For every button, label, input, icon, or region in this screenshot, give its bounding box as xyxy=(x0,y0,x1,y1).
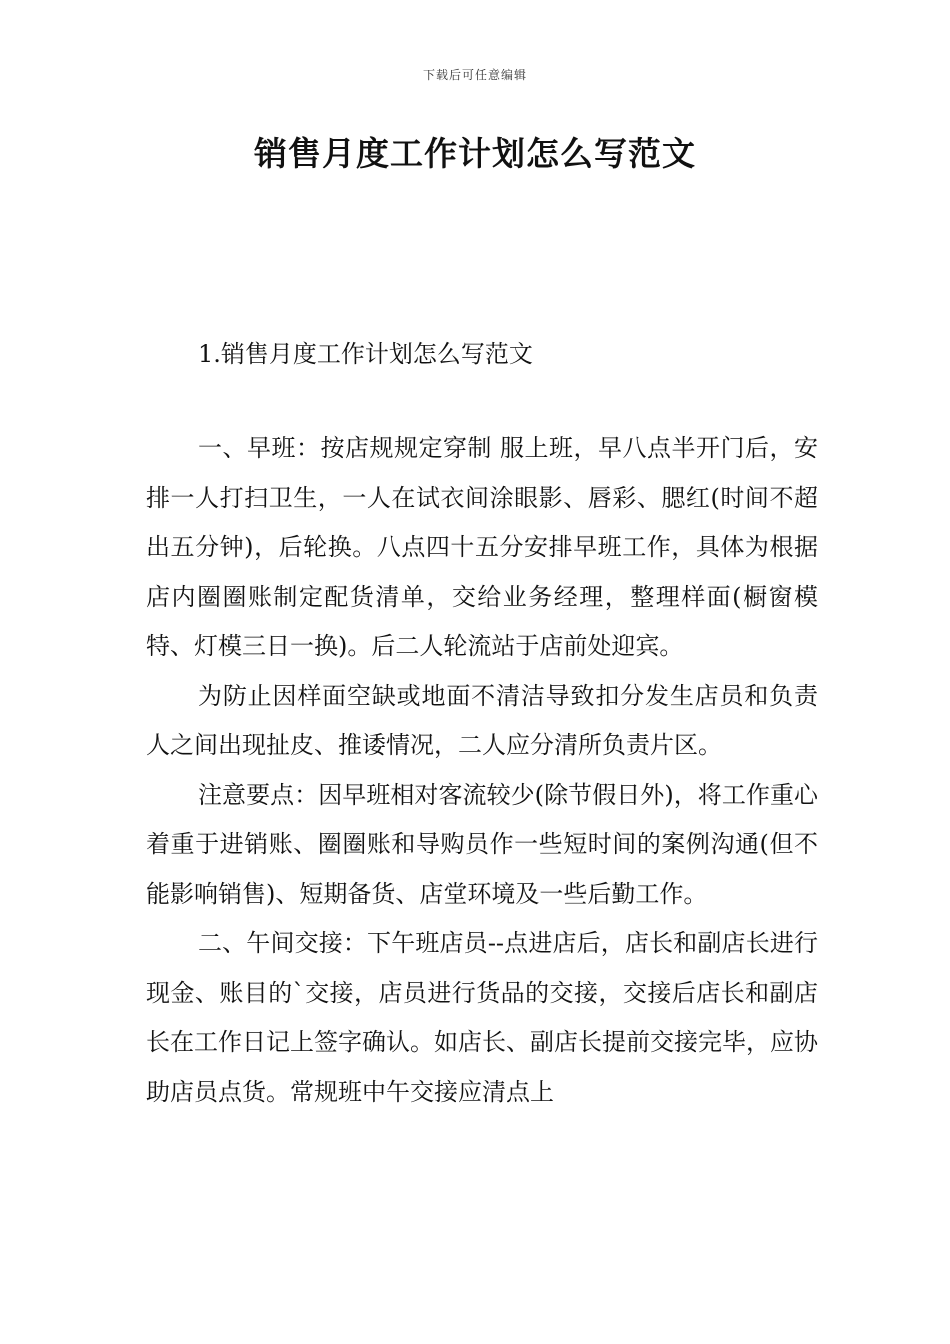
paragraph-key-points: 注意要点：因早班相对客流较少(除节假日外)，将工作重心着重于进销账、圈圈账和导购员作一些短时间的案例沟通(但不能影响销售)、短期备货、店堂环境及一些后勤工作。 xyxy=(146,780,818,908)
section-heading: 1.销售月度工作计划怎么写范文 xyxy=(198,340,533,368)
document-title: 销售月度工作计划怎么写范文 xyxy=(254,134,696,173)
header-note: 下载后可任意编辑 xyxy=(422,68,527,82)
paragraph-midday-handover: 二、午间交接：下午班店员--点进店后，店长和副店长进行现金、账目的`交接，店员进行货品的交接，交接后店长和副店长在工作日记上签字确认。如店长、副店长提前交接完毕，应协助店员点货。常规班中午交接应清点上 xyxy=(146,929,818,1106)
paragraph-responsibility-areas: 为防止因样面空缺或地面不清洁导致扣分发生店员和负责人之间出现扯皮、推诿情况，二人应分清所负责片区。 xyxy=(146,681,818,759)
document-body xyxy=(146,424,818,1117)
paragraph-morning-shift: 一、早班：按店规规定穿制 服上班，早八点半开门后，安排一人打扫卫生，一人在试衣间涂眼影、唇彩、腮红(时间不超出五分钟)，后轮换。八点四十五分安排早班工作，具体为根据店内圈圈账制定配货清单，交给业务经理，整理样面(橱窗模特、灯模三日一换)。后二人轮流站于店前处迎宾。 xyxy=(146,434,818,660)
